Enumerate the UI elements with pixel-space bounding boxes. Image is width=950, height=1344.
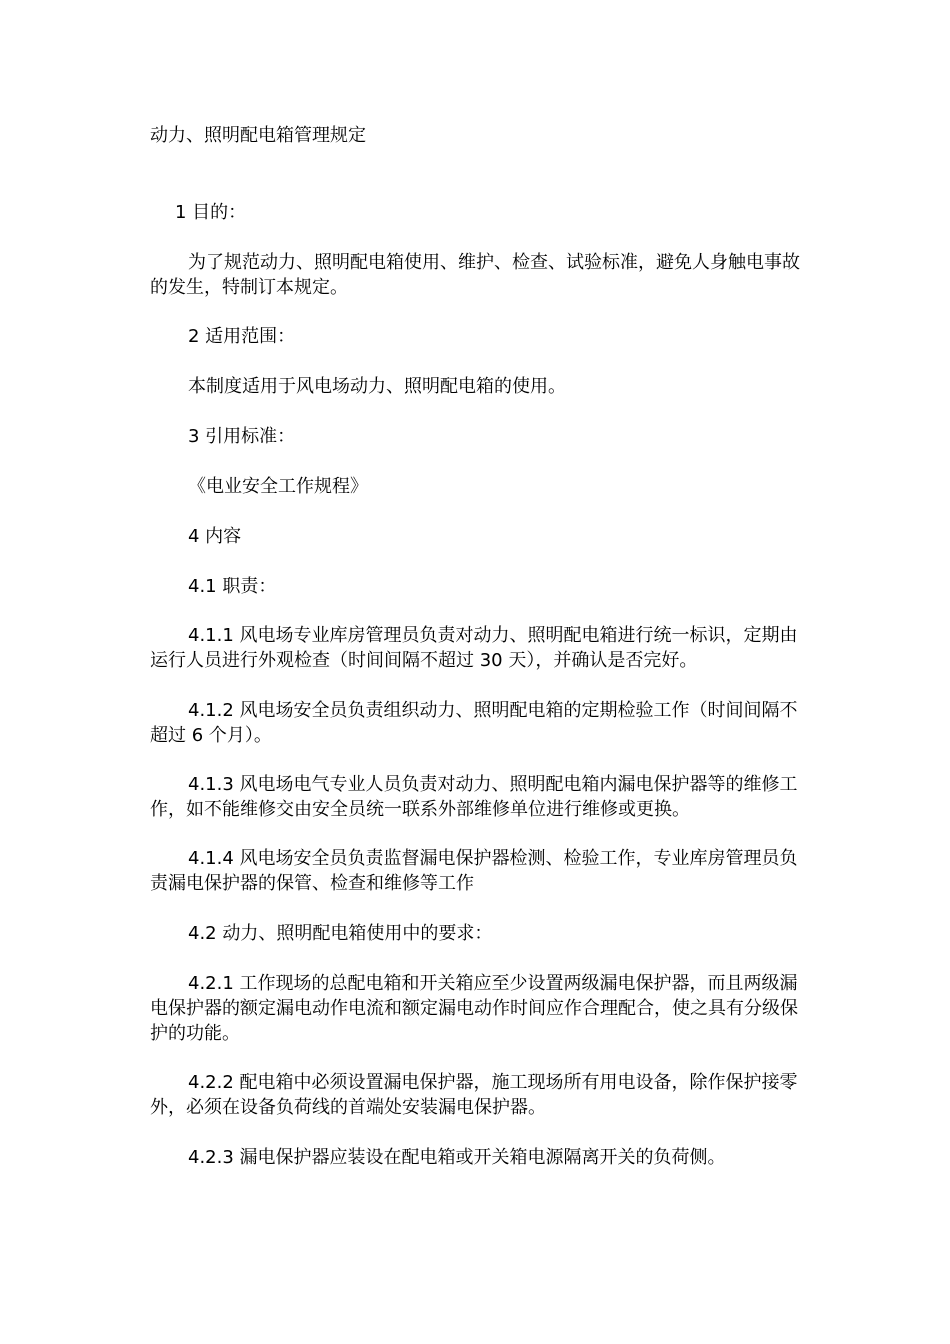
- section-heading-responsibilities: 4.1 职责：: [188, 576, 277, 597]
- paragraph-purpose: 为了规范动力、照明配电箱使用、维护、检查、试验标准，避免人身触电事故的发生，特制订本规定。: [150, 252, 800, 298]
- section-heading-scope: 2 适用范围：: [188, 326, 296, 347]
- section-heading-references: 3 引用标准：: [188, 426, 296, 447]
- paragraph-4-1-2: 4.1.2 风电场安全员负责组织动力、照明配电箱的定期检验工作（时间间隔不超过 6 个月）。: [150, 700, 798, 746]
- paragraph-scope: 本制度适用于风电场动力、照明配电箱的使用。: [188, 376, 566, 397]
- paragraph-4-2-3: 4.2.3 漏电保护器应装设在配电箱或开关箱电源隔离开关的负荷侧。: [188, 1147, 726, 1168]
- paragraph-4-1-1: 4.1.1 风电场专业库房管理员负责对动力、照明配电箱进行统一标识，定期由运行人员进行外观检查（时间间隔不超过 30 天），并确认是否完好。: [150, 625, 798, 671]
- paragraph-reference-standard: 《电业安全工作规程》: [188, 476, 368, 497]
- paragraph-4-1-3: 4.1.3 风电场电气专业人员负责对动力、照明配电箱内漏电保护器等的维修工作，如不能维修交由安全员统一联系外部维修单位进行维修或更换。: [150, 774, 798, 820]
- paragraph-4-2-2: 4.2.2 配电箱中必须设置漏电保护器，施工现场所有用电设备，除作保护接零外，必须在设备负荷线的首端处安装漏电保护器。: [150, 1072, 798, 1118]
- paragraph-4-1-4: 4.1.4 风电场安全员负责监督漏电保护器检测、检验工作，专业库房管理员负责漏电保护器的保管、检查和维修等工作: [150, 848, 798, 894]
- paragraph-4-2-1: 4.2.1 工作现场的总配电箱和开关箱应至少设置两级漏电保护器，而且两级漏电保护器的额定漏电动作电流和额定漏电动作时间应作合理配合，使之具有分级保护的功能。: [150, 973, 798, 1044]
- section-heading-content: 4 内容: [188, 526, 242, 547]
- section-heading-purpose: 1 目的：: [175, 202, 247, 223]
- section-heading-usage-requirements: 4.2 动力、照明配电箱使用中的要求：: [188, 923, 493, 944]
- document-title: 动力、照明配电箱管理规定: [150, 125, 366, 146]
